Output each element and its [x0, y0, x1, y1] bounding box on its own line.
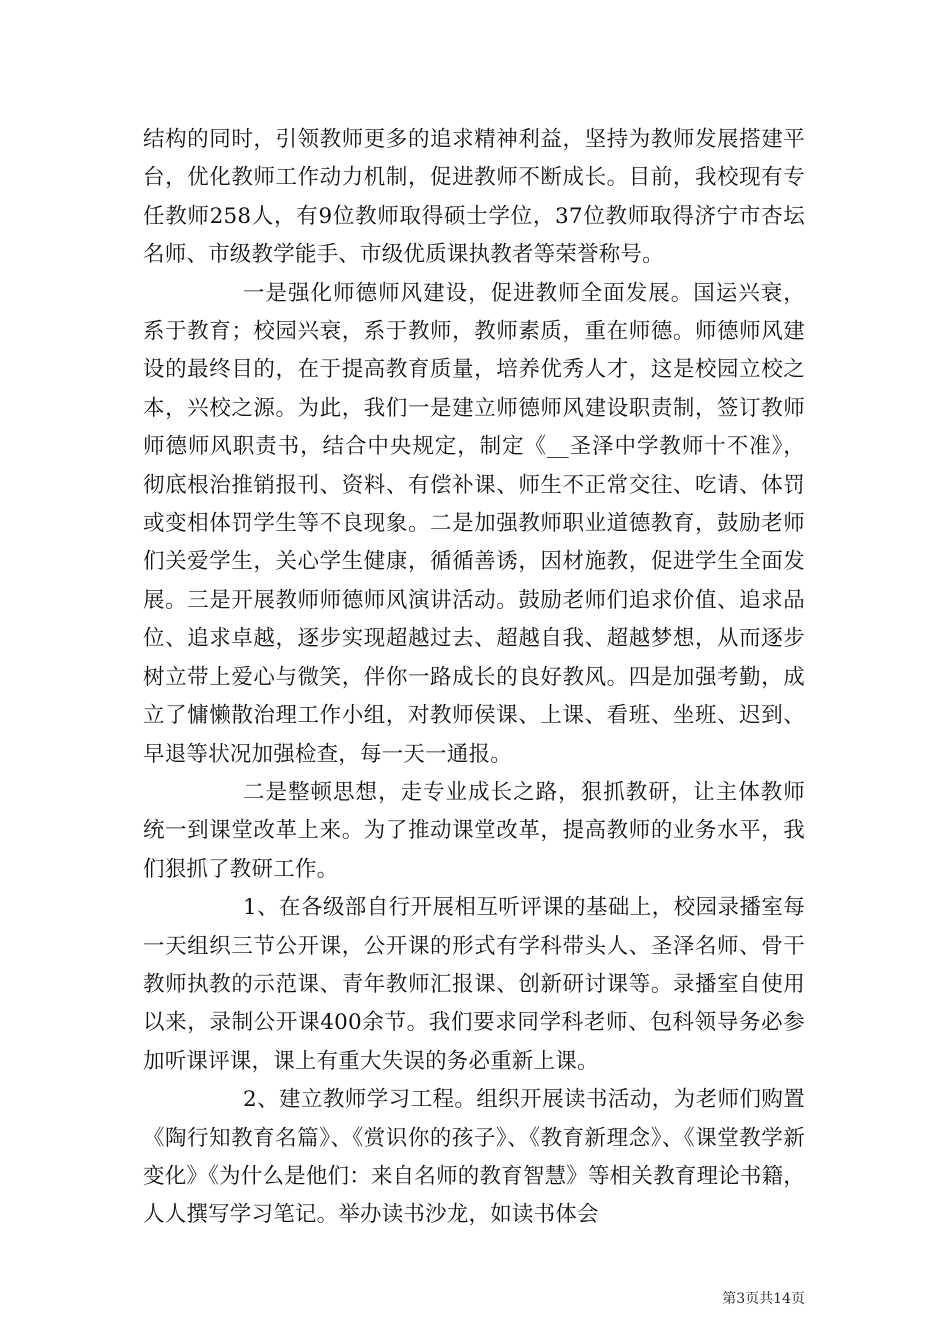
- paragraph-intro: 结构的同时，引领教师更多的追求精神利益，坚持为教师发展搭建平台，优化教师工作动力机制，促进教师不断成长。目前，我校现有专任教师258人，有9位教师取得硕士学位，37位教师取得济宁市杏坛名师、市级教学能手、市级优质课执教者等荣誉称号。: [143, 127, 805, 268]
- paragraph-research: 二是整顿思想，走专业成长之路，狠抓教研，让主体教师统一到课堂改革上来。为了推动课堂改革，提高教师的业务水平，我们狠抓了教研工作。: [143, 779, 805, 882]
- page-number-footer: 第3页共14页: [722, 1291, 805, 1307]
- paragraph-ethics: 一是强化师德师风建设，促进教师全面发展。国运兴衰，系于教育；校园兴衰，系于教师，教师素质，重在师德。师德师风建设的最终目的，在于提高教育质量，培养优秀人才，这是校园立校之本，兴校之源。为此，我们一是建立师德师风建设职责制，签订教师师德师风职责书，结合中央规定，制定《__圣泽中学教师十不准》，彻底根治推销报刊、资料、有偿补课、师生不正常交往、吃请、体罚或变相体罚学生等不良现象。二是加强教师职业道德教育，鼓励老师们关爱学生，关心学生健康，循循善诱，因材施教，促进学生全面发展。三是开展教师师德师风演讲活动。鼓励老师们追求价值、追求品位、追求卓越，逐步实现超越过去、超越自我、超越梦想，从而逐步树立带上爱心与微笑，伴你一路成长的良好教风。四是加强考勤，成立了慵懒散治理工作小组，对教师侯课、上课、看班、坐班、迟到、早退等状况加强检查，每一天一通报。: [143, 280, 805, 767]
- paragraph-learning-project: 2、建立教师学习工程。组织开展读书活动，为老师们购置《陶行知教育名篇》、《赏识你的孩子》、《教育新理念》、《课堂教学新变化》《为什么是他们：来自名师的教育智慧》等相关教育理论书籍，人人撰写学习笔记。举办读书沙龙，如读书体会: [143, 1087, 805, 1228]
- paragraph-open-class: 1、在各级部自行开展相互听评课的基础上，校园录播室每一天组织三节公开课，公开课的形式有学科带头人、圣泽名师、骨干教师执教的示范课、青年教师汇报课、创新研讨课等。录播室自使用以来，录制公开课400余节。我们要求同学科老师、包科领导务必参加听课评课，课上有重大失误的务必重新上课。: [143, 895, 805, 1074]
- document-body: [143, 121, 805, 1235]
